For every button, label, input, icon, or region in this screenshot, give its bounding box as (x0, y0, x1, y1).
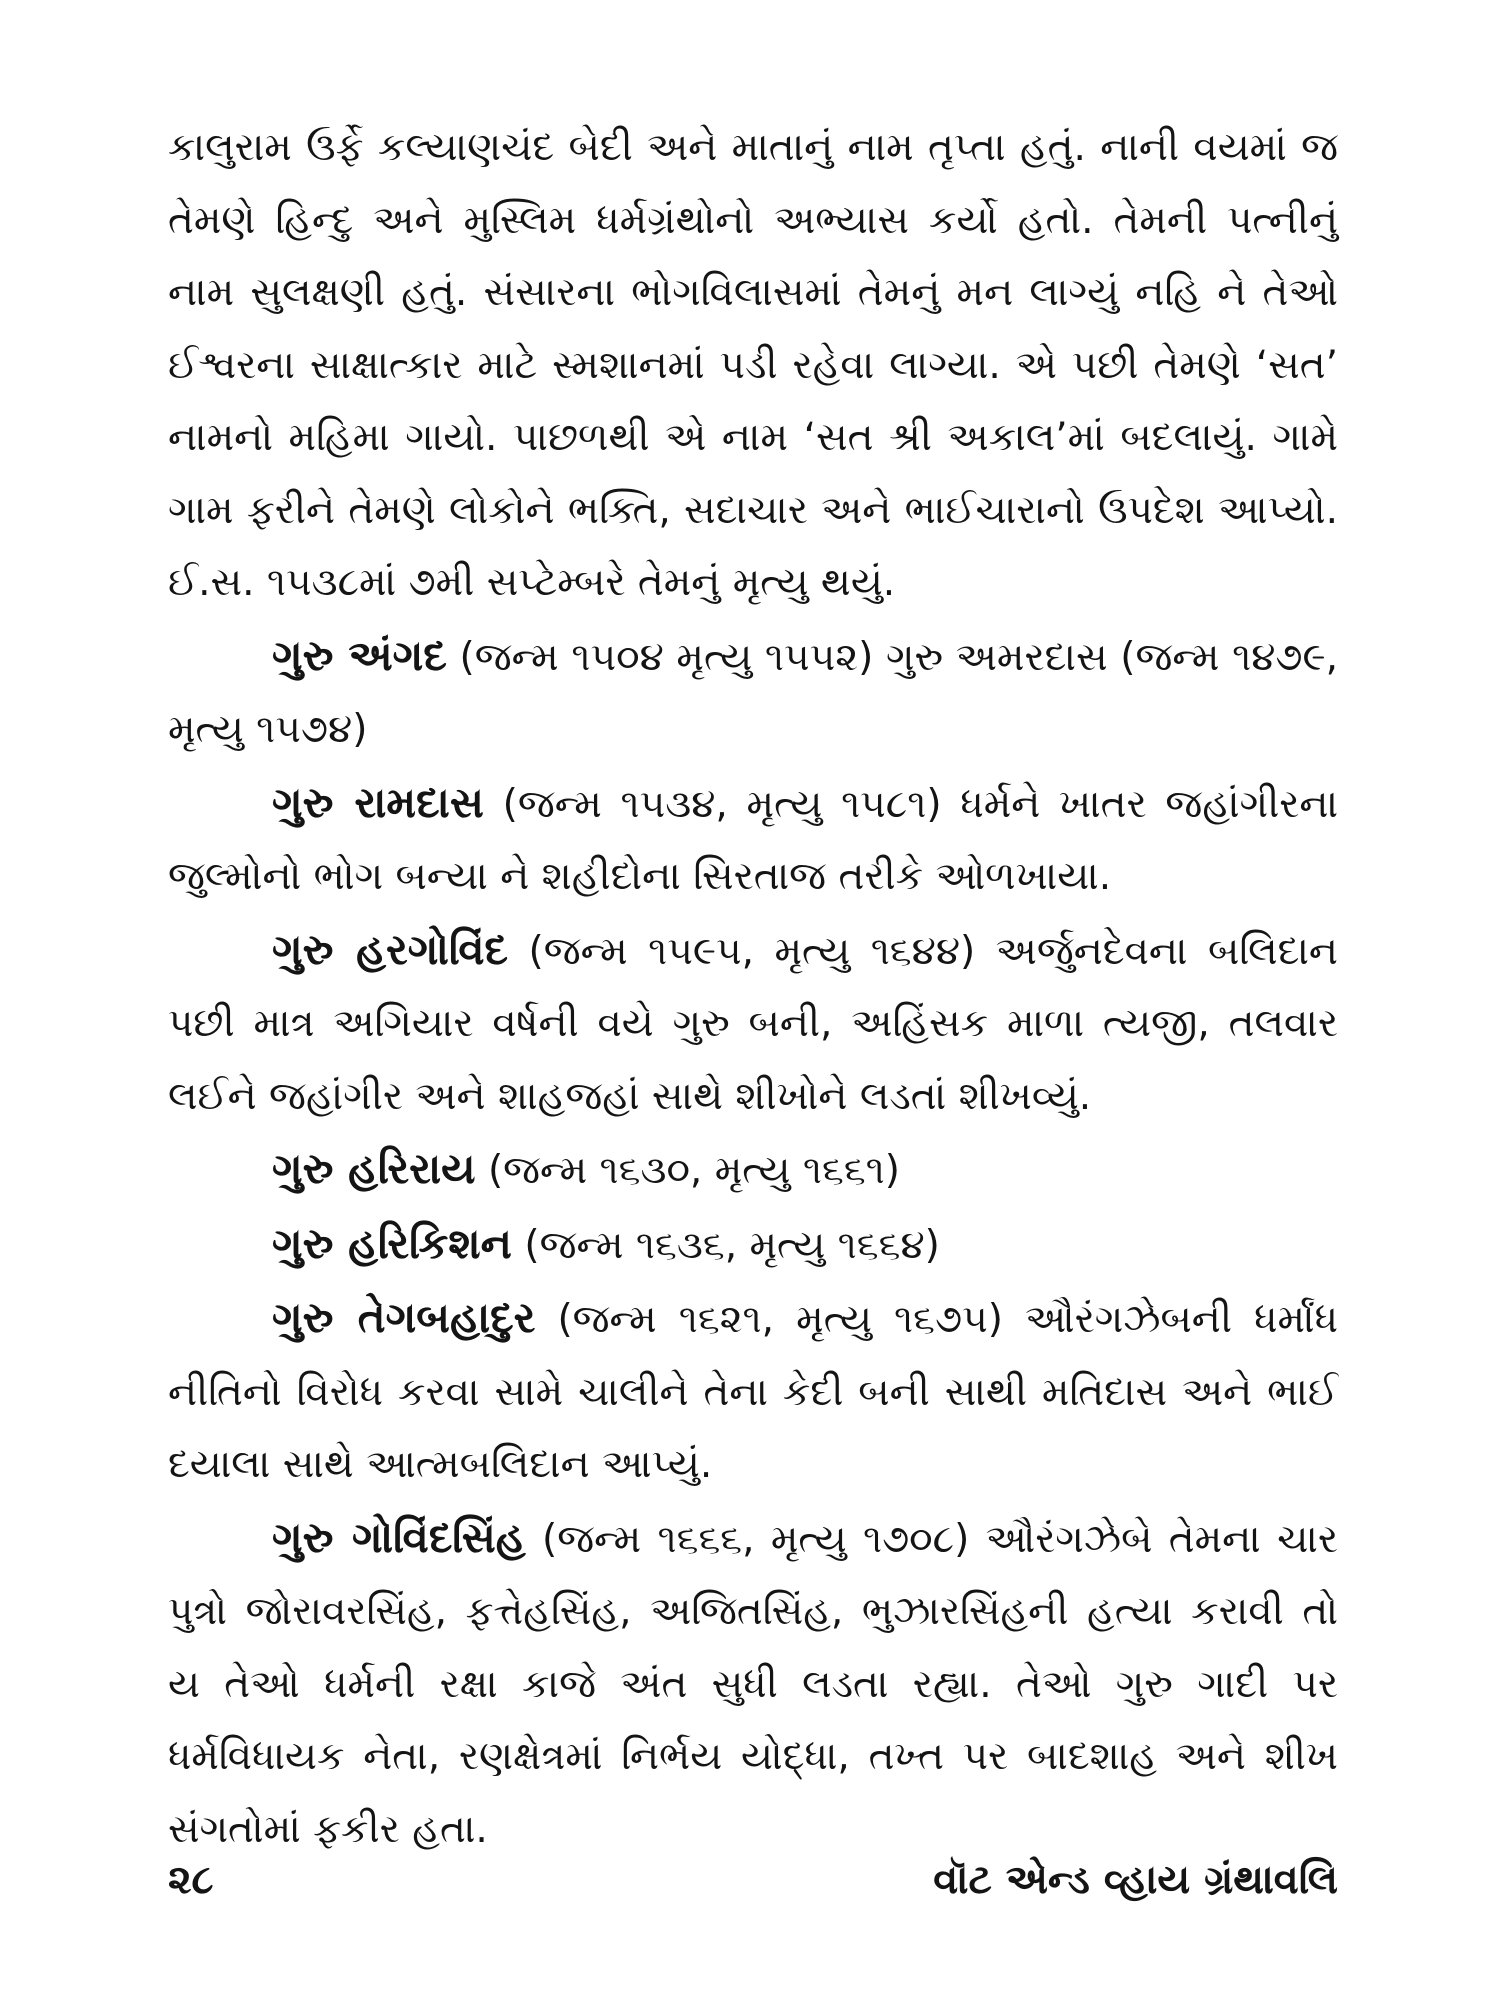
guru-gobindsingh-paragraph (168, 1502, 1338, 1867)
page-content (168, 112, 1338, 1952)
guru-name: ગુરુ હરિરાય (272, 1144, 476, 1193)
paragraph-text: (જન્મ ૧૫૦૪ મૃત્યુ ૧૫૫૨) ગુરુ અમરદાસ (જન્મ ૧૪૭૯, મૃત્યુ ૧૫૭૪) (168, 634, 1338, 752)
paragraph-text: (જન્મ ૧૬૩૦, મૃત્યુ ૧૬૬૧) (475, 1148, 901, 1193)
guru-ramdas-paragraph (168, 767, 1338, 914)
guru-name: ગુરુ હરગોવિંદ (272, 924, 509, 974)
page-number: ૨૮ (168, 1857, 214, 1903)
page-footer (168, 1857, 1338, 1903)
intro-paragraph (168, 112, 1338, 620)
guru-harirai-paragraph (168, 1133, 1338, 1208)
paragraph-text: (જન્મ ૧૫૯૫, મૃત્યુ ૧૬૪૪) અર્જુનદેવના બલિદાન પછી માત્ર અગિયાર વર્ષની વયે ગુરુ બની, અહિંસક માળા ત્યજી, તલવાર લઈને જહાંગીર અને શાહજહાં સાથે શીખોને લડતાં શીખવ્યું. (168, 928, 1338, 1119)
guru-name: ગુરુ ગોવિંદસિંહ (272, 1512, 526, 1562)
guru-name: ગુરુ હરિકિશન (272, 1218, 512, 1268)
paragraph-text: (જન્મ ૧૬૬૬, મૃત્યુ ૧૭૦૮) ઔરંગઝેબે તેમના ચાર પુત્રો જોરાવરસિંહ, ફત્તેહસિંહ, અજિતસિંહ, ભુઝારસિંહની હત્યા કરાવી તો ય તેઓ ધર્મની રક્ષા કાજે અંત સુધી લડતા રહ્યા. તેઓ ગુરુ ગાદી પર ધર્મવિધાયક નેતા, રણક્ષેત્રમાં નિર્ભય યોદ્ધા, તખ્ત પર બાદશાહ અને શીખ સંગતોમાં ફકીર હતા. (168, 1516, 1338, 1852)
guru-harikishan-paragraph (168, 1208, 1338, 1283)
paragraph-text: (જન્મ ૧૫૩૪, મૃત્યુ ૧૫૮૧) ધર્મને ખાતર જહાંગીરના જુલ્મોનો ભોગ બન્યા ને શહીદોના સિરતાજ તરીકે ઓળખાયા. (168, 781, 1338, 899)
guru-tegbahadur-paragraph (168, 1282, 1338, 1502)
paragraph-text: (જન્મ ૧૬૩૬, મૃત્યુ ૧૬૬૪) (511, 1222, 940, 1268)
guru-name: ગુરુ રામદાસ (272, 777, 484, 827)
guru-hargovind-paragraph (168, 914, 1338, 1134)
guru-angad-paragraph (168, 620, 1338, 767)
series-title: વૉટ એન્ડ વ્હાય ગ્રંથાવલિ (933, 1857, 1338, 1903)
paragraph-text: (જન્મ ૧૬૨૧, મૃત્યુ ૧૬૭૫) ઔરંગઝેબની ધર્માંધ નીતિનો વિરોધ કરવા સામે ચાલીને તેના કેદી બની સાથી મતિદાસ અને ભાઈ દયાલા સાથે આત્મબલિદાન આપ્યું. (168, 1297, 1338, 1487)
guru-name: ગુરુ તેગબહાદુર (272, 1293, 536, 1342)
guru-name: ગુરુ અંગદ (272, 630, 447, 680)
paragraph-text: કાલુરામ ઉર્ફે કલ્યાણચંદ બેદી અને માતાનું નામ તૃપ્તા હતું. નાની વયમાં જ તેમણે હિન્દુ અને મુસ્લિમ ધર્મગ્રંથોનો અભ્યાસ કર્યો હતો. તેમની પત્નીનું નામ સુલક્ષણી હતું. સંસારના ભોગવિલાસમાં તેમનું મન લાગ્યું નહિ ને તેઓ ઈશ્વરના સાક્ષાત્કાર માટે સ્મશાનમાં પડી રહેવા લાગ્યા. એ પછી તેમણે ‘સત’ નામનો મહિમા ગાયો. પાછળથી એ નામ ‘સત શ્રી અકાલ’માં બદલાયું. ગામે ગામ ફરીને તેમણે લોકોને ભક્તિ, સદાચાર અને ભાઈચારાનો ઉપદેશ આપ્યો. ઈ.સ. ૧૫૩૮માં ૭મી સપ્ટેમ્બરે તેમનું મૃત્યુ થયું. (168, 125, 1338, 605)
